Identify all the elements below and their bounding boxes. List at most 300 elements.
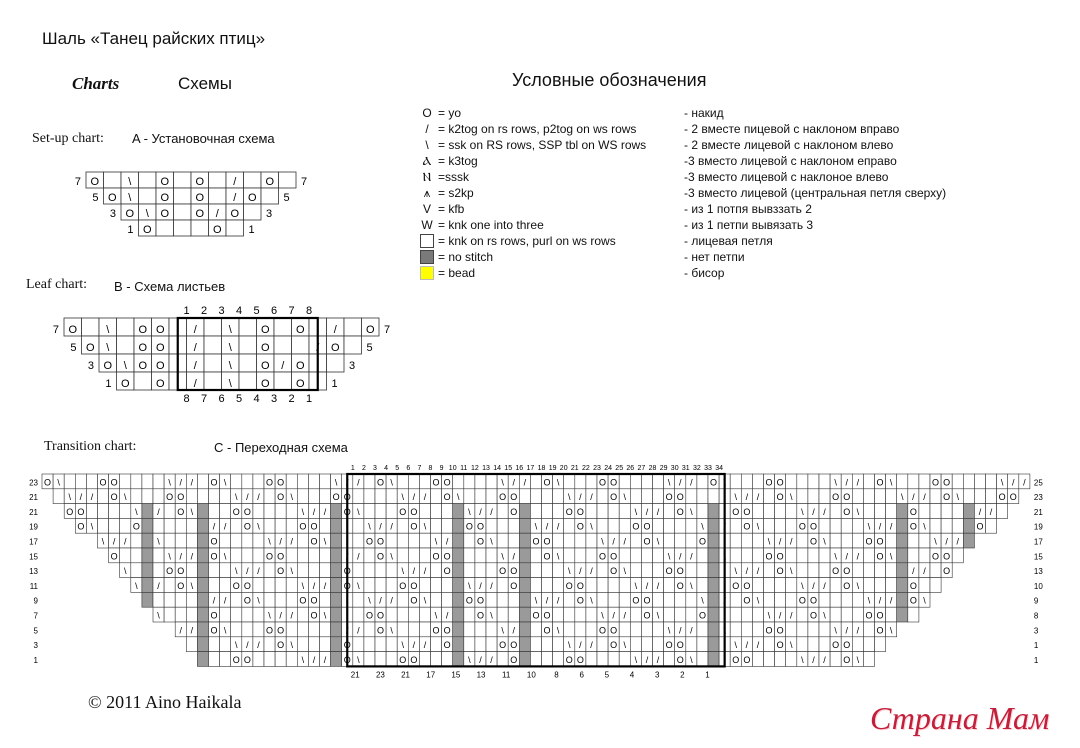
chart-cell [641, 622, 652, 637]
stitch-symbol: / [989, 506, 993, 517]
stitch-symbol: \ [357, 506, 360, 517]
stitch-symbol: / [656, 580, 660, 591]
stitch-symbol: \ [801, 580, 804, 591]
chart-cell [619, 578, 630, 593]
chart-cell [120, 474, 131, 489]
chart-cell [630, 622, 641, 637]
row-number: 1 [105, 378, 112, 390]
stitch-symbol: \ [801, 654, 804, 665]
stitch-symbol: O [943, 566, 951, 577]
stitch-symbol: \ [490, 536, 493, 547]
stitch-symbol: O [299, 521, 307, 532]
chart-cell [197, 652, 208, 667]
stitch-symbol: \ [834, 625, 837, 636]
chart-cell [797, 637, 808, 652]
stitch-symbol: \ [567, 492, 571, 503]
chart-cell [519, 652, 530, 667]
stitch-symbol: \ [323, 536, 327, 547]
stitch-symbol: O [295, 324, 305, 336]
chart-cell [142, 518, 153, 533]
stitch-symbol: O [476, 521, 484, 532]
stitch-symbol: O [832, 566, 840, 577]
stitch-symbol: O [177, 506, 185, 517]
chart-cell [131, 489, 142, 504]
stitch-symbol: / [945, 536, 948, 547]
stitch-symbol: / [233, 176, 237, 188]
stitch-symbol: / [912, 566, 915, 577]
stitch-symbol: \ [128, 176, 132, 188]
legend-en: = knk on rs rows, purl on ws rows [438, 234, 616, 248]
chart-cell [797, 622, 808, 637]
chart-cell [186, 592, 197, 607]
legend-en: = k2tog on rs rows, p2tog on ws rows [438, 122, 637, 136]
chart-cell [453, 548, 464, 563]
stitch-symbol: / [479, 654, 482, 665]
chart-cell [686, 518, 697, 533]
chart-cell [952, 474, 963, 489]
chart-cell [353, 489, 364, 504]
chart-cell [297, 489, 308, 504]
stitch-symbol: O [260, 378, 270, 390]
chart-cell [286, 504, 297, 519]
stitch-symbol: O [160, 192, 170, 204]
stitch-symbol: \ [301, 506, 305, 517]
chart-cell [308, 474, 319, 489]
chart-cell [197, 548, 208, 563]
stitch-symbol: O [576, 654, 584, 665]
chart-cell [209, 652, 220, 667]
chart-cell [464, 622, 475, 637]
stitch-symbol: O [676, 640, 684, 651]
stitch-symbol: O [809, 595, 817, 606]
stitch-symbol: O [776, 566, 784, 577]
row-number: 23 [1033, 493, 1043, 503]
chart-cell [797, 548, 808, 563]
stitch-symbol: \ [889, 551, 893, 562]
legend-ru: - лицевая петля [684, 234, 773, 248]
chart-cell [974, 474, 985, 489]
column-number: 2 [288, 393, 295, 405]
stitch-symbol: O [343, 566, 351, 577]
chart-cell [486, 592, 497, 607]
chart-cell [553, 652, 564, 667]
chart-cell [386, 533, 397, 548]
chart-cell [220, 578, 231, 593]
chart-cell [353, 592, 364, 607]
chart-cell [86, 474, 97, 489]
stitch-symbol: O [243, 580, 251, 591]
chart-cell [264, 578, 275, 593]
chart-cell [242, 474, 253, 489]
chart-cell [564, 548, 575, 563]
stitch-symbol: / [623, 536, 627, 547]
stitch-symbol: O [698, 610, 706, 621]
chart-cell [264, 592, 275, 607]
chart-cell [453, 578, 464, 593]
chart-cell [697, 652, 708, 667]
chart-cell [286, 474, 297, 489]
stitch-symbol: / [878, 595, 882, 606]
chart-cell [242, 548, 253, 563]
chart-cell [752, 578, 763, 593]
chart-cell [397, 548, 408, 563]
stitch-symbol: \ [634, 506, 638, 517]
chart-cell [139, 172, 157, 188]
chart-cell [519, 489, 530, 504]
stitch-symbol: / [345, 477, 349, 488]
chart-cell [597, 592, 608, 607]
chart-cell [264, 637, 275, 652]
stitch-symbol: \ [701, 521, 704, 532]
chart-cell [608, 578, 619, 593]
stitch-symbol: O [676, 580, 684, 591]
chart-cell [175, 607, 186, 622]
column-number: 13 [476, 670, 486, 680]
stitch-symbol: O [443, 492, 451, 503]
chart-cell [764, 504, 775, 519]
stitch-symbol: O [399, 580, 407, 591]
setup-chart [60, 168, 308, 238]
stitch-symbol: O [909, 595, 917, 606]
stitch-symbol: O [865, 610, 873, 621]
stitch-symbol: O [266, 477, 274, 488]
ssk-symbol-icon: \ [425, 138, 429, 152]
stitch-symbol: \ [123, 492, 127, 503]
chart-cell [153, 592, 164, 607]
chart-cell [586, 578, 597, 593]
stitch-symbol: O [210, 536, 218, 547]
kfb-symbol-icon: V [422, 202, 431, 216]
chart-cell [386, 637, 397, 652]
chart-cell [142, 548, 153, 563]
chart-cell [930, 504, 941, 519]
stitch-symbol: O [155, 360, 165, 372]
chart-cell [786, 578, 797, 593]
stitch-symbol: / [412, 640, 416, 651]
chart-cell [431, 518, 442, 533]
stitch-symbol: / [223, 521, 227, 532]
chart-cell [431, 592, 442, 607]
chart-cell [741, 548, 752, 563]
chart-cell [664, 578, 675, 593]
chart-cell [320, 622, 331, 637]
chart-cell [752, 652, 763, 667]
stitch-symbol: O [343, 580, 351, 591]
stitch-symbol: O [776, 625, 784, 636]
stitch-symbol: \ [157, 536, 160, 547]
legend-en: = s2kp [438, 186, 474, 200]
stitch-symbol: O [510, 492, 518, 503]
stitch-symbol: \ [434, 536, 438, 547]
chart-cell [331, 548, 342, 563]
chart-cell [364, 652, 375, 667]
chart-cell [279, 172, 297, 188]
stitch-symbol: O [943, 477, 951, 488]
chart-cell [963, 518, 974, 533]
stitch-symbol: \ [656, 536, 660, 547]
chart-cell [764, 578, 775, 593]
chart-cell [997, 504, 1008, 519]
stitch-symbol: \ [145, 208, 149, 220]
stitch-symbol: O [232, 506, 240, 517]
chart-cell [164, 578, 175, 593]
stitch-symbol: / [279, 610, 282, 621]
row-number: 5 [33, 626, 38, 636]
stitch-symbol: \ [268, 536, 271, 547]
stitch-symbol: O [243, 506, 251, 517]
chart-cell [308, 637, 319, 652]
chart-cell [375, 578, 386, 593]
stitch-symbol: O [212, 224, 222, 236]
chart-cell [231, 548, 242, 563]
chart-cell [308, 622, 319, 637]
stitch-symbol: \ [168, 477, 171, 488]
stitch-symbol: O [510, 654, 518, 665]
chart-cell [697, 563, 708, 578]
chart-cell [186, 563, 197, 578]
chart-cell [486, 548, 497, 563]
column-number: 11 [460, 465, 468, 472]
stitch-symbol: O [843, 654, 851, 665]
chart-cell [264, 504, 275, 519]
stitch-symbol: O [210, 551, 218, 562]
row-number: 7 [52, 324, 59, 336]
chart-cell [608, 592, 619, 607]
stitch-symbol: O [765, 551, 773, 562]
chart-cell [53, 489, 64, 504]
column-number: 5 [235, 393, 243, 405]
chart-cell [675, 533, 686, 548]
chart-cell [664, 652, 675, 667]
chart-cell [741, 607, 752, 622]
chart-cell [297, 533, 308, 548]
chart-cell [797, 563, 808, 578]
stitch-symbol: O [876, 610, 884, 621]
chart-cell [486, 563, 497, 578]
chart-cell [253, 548, 264, 563]
chart-cell [204, 318, 222, 336]
stitch-symbol: O [432, 551, 440, 562]
chart-cell [408, 548, 419, 563]
column-number: 8 [305, 305, 313, 317]
chart-cell [197, 637, 208, 652]
chart-cell [264, 652, 275, 667]
chart-cell [297, 637, 308, 652]
stitch-symbol: / [246, 640, 249, 651]
chart-cell [830, 652, 841, 667]
stitch-symbol: \ [601, 610, 604, 621]
chart-cell [120, 548, 131, 563]
chart-cell [204, 336, 222, 354]
stitch-symbol: O [943, 551, 951, 562]
chart-cell [786, 518, 797, 533]
chart-cell [244, 204, 262, 220]
stitch-symbol: O [110, 477, 118, 488]
chart-cell [752, 474, 763, 489]
chart-cell [619, 474, 630, 489]
chart-cell [453, 637, 464, 652]
chart-cell [239, 354, 257, 372]
stitch-symbol: \ [106, 342, 110, 354]
stitch-symbol: O [138, 324, 148, 336]
chart-cell [986, 489, 997, 504]
chart-cell [375, 489, 386, 504]
stitch-symbol: / [590, 566, 593, 577]
row-number: 1 [1033, 641, 1039, 651]
chart-cell [286, 622, 297, 637]
stitch-symbol: / [856, 625, 860, 636]
stitch-symbol: O [943, 492, 951, 503]
stitch-symbol: O [77, 506, 85, 517]
chart-cell [109, 504, 120, 519]
chart-cell [98, 489, 109, 504]
stitch-symbol: \ [867, 595, 871, 606]
stitch-symbol: \ [590, 521, 593, 532]
stitch-symbol: / [579, 566, 582, 577]
chart-cell [239, 336, 257, 354]
stitch-symbol: \ [423, 595, 427, 606]
stitch-symbol: O [865, 536, 873, 547]
row-number: 25 [1033, 478, 1043, 488]
stitch-symbol: / [323, 654, 327, 665]
chart-cell [841, 518, 852, 533]
chart-cell [331, 533, 342, 548]
chart-cell [630, 489, 641, 504]
stitch-symbol: O [809, 536, 817, 547]
chart-cell [475, 622, 486, 637]
row-number: 19 [29, 522, 38, 532]
chart-cell [764, 637, 775, 652]
chart-cell [775, 652, 786, 667]
column-number: 6 [406, 465, 411, 472]
stitch-symbol: O [476, 595, 484, 606]
chart-cell [941, 504, 952, 519]
stitch-symbol: / [123, 536, 127, 547]
chart-cell [553, 504, 564, 519]
chart-cell [253, 652, 264, 667]
chart-cell [153, 563, 164, 578]
row-number: 1 [248, 224, 255, 236]
stitch-symbol: \ [368, 521, 371, 532]
stitch-symbol: O [776, 640, 784, 651]
chart-cell [897, 548, 908, 563]
column-number: 24 [604, 465, 612, 472]
chart-cell [204, 372, 222, 390]
stitch-symbol: O [195, 208, 205, 220]
column-number: 14 [493, 465, 501, 472]
stitch-symbol: O [610, 492, 618, 503]
stitch-symbol: O [138, 360, 148, 372]
chart-cell [308, 489, 319, 504]
chart-cell [239, 372, 257, 390]
chart-cell [131, 474, 142, 489]
chart-cell [564, 518, 575, 533]
stitch-symbol: O [410, 654, 418, 665]
stitch-symbol: O [125, 208, 135, 220]
chart-cell [120, 518, 131, 533]
chart-cell [508, 592, 519, 607]
chart-cell [419, 533, 430, 548]
column-number: 15 [451, 670, 461, 680]
setup-chart-label-en: Set-up chart: [32, 131, 104, 146]
stitch-symbol: \ [301, 580, 305, 591]
chart-cell [530, 578, 541, 593]
stitch-symbol: \ [501, 477, 504, 488]
stitch-symbol: O [160, 176, 170, 188]
chart-cell [897, 518, 908, 533]
row-number: 5 [92, 192, 99, 204]
stitch-symbol: O [909, 506, 917, 517]
stitch-symbol: O [120, 378, 130, 390]
column-number: 12 [471, 465, 479, 472]
row-number: 10 [1033, 581, 1043, 591]
chart-cell [697, 474, 708, 489]
chart-cell [930, 578, 941, 593]
chart-cell [117, 318, 135, 336]
stitch-symbol: / [823, 506, 826, 517]
stitch-symbol: O [798, 595, 806, 606]
stitch-symbol: / [978, 506, 982, 517]
stitch-symbol: / [257, 566, 260, 577]
stitch-symbol: O [410, 521, 418, 532]
stitch-symbol: \ [834, 551, 837, 562]
chart-cell [497, 518, 508, 533]
chart-cell [830, 533, 841, 548]
chart-cell [186, 518, 197, 533]
s2kp-symbol-icon: ⩚ [423, 186, 431, 200]
chart-cell [174, 220, 192, 236]
stitch-symbol: / [756, 566, 760, 577]
stitch-symbol: \ [623, 492, 627, 503]
stitch-symbol: O [876, 477, 884, 488]
chart-cell [530, 548, 541, 563]
column-number: 8 [183, 393, 190, 405]
stitch-symbol: O [576, 521, 584, 532]
stitch-symbol: O [599, 477, 607, 488]
stitch-symbol: / [212, 521, 216, 532]
chart-cell [220, 607, 231, 622]
chart-cell [852, 592, 863, 607]
stitch-symbol: \ [223, 625, 227, 636]
chart-cell [575, 607, 586, 622]
stitch-symbol: O [232, 654, 240, 665]
chart-cell [253, 474, 264, 489]
chart-cell [886, 504, 897, 519]
row-number: 1 [331, 378, 338, 390]
chart-cell [841, 592, 852, 607]
chart-cell [231, 622, 242, 637]
chart-cell [686, 563, 697, 578]
column-number: 34 [715, 465, 723, 472]
chart-cell [209, 504, 220, 519]
stitch-symbol: / [90, 492, 94, 503]
chart-cell [686, 489, 697, 504]
column-number: 1 [183, 305, 190, 317]
chart-cell [453, 504, 464, 519]
chart-cell [442, 518, 453, 533]
stitch-symbol: O [410, 580, 418, 591]
chart-cell [364, 578, 375, 593]
chart-cell [442, 504, 453, 519]
chart-cell [242, 607, 253, 622]
stitch-symbol: / [823, 654, 826, 665]
stitch-symbol: \ [135, 506, 138, 517]
chart-cell [397, 622, 408, 637]
chart-cell [730, 622, 741, 637]
column-number: 17 [526, 465, 535, 472]
stitch-symbol: \ [234, 492, 238, 503]
chart-cell [153, 518, 164, 533]
